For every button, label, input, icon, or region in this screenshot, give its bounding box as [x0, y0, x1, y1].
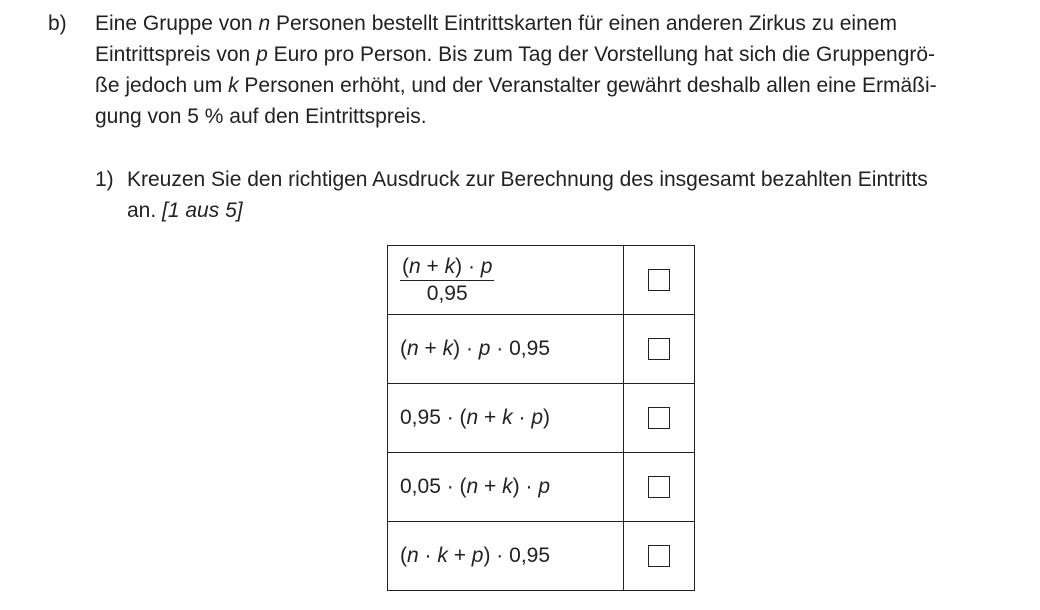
- option-4-checkbox-cell: [624, 453, 695, 522]
- task-line-1-post: Personen bestellt Eintrittskarten für einen anderen Zirkus zu einem: [270, 12, 897, 35]
- task-line-3: [95, 70, 995, 101]
- subtask-number: 1): [95, 168, 114, 191]
- option-4-expression: 0,05 · (n + k) · p: [388, 453, 624, 522]
- option-1-checkbox[interactable]: [648, 269, 670, 291]
- option-2-checkbox-cell: [624, 315, 695, 384]
- option-2-expression: (n + k) · p · 0,95: [388, 315, 624, 384]
- variable-n: n: [258, 12, 271, 35]
- subtask-instruction: [127, 164, 1007, 226]
- numerator-open: (: [402, 254, 409, 278]
- task-line-4: gung von 5 % auf den Eintrittspreis.: [95, 105, 427, 128]
- task-line-1: [95, 8, 995, 39]
- option-3-expression: 0,95 · (n + k · p): [388, 384, 624, 453]
- task-line-2-pre: Eintrittspreis von: [95, 43, 257, 66]
- numerator-var-n: n: [409, 254, 421, 278]
- answer-option-row: [388, 246, 695, 315]
- task-line-3-pre: ße jedoch um: [95, 74, 229, 97]
- task-label: b): [48, 12, 67, 35]
- task-line-3-post: Personen erhöht, und der Veranstalter gewährt deshalb allen eine Ermäßi-: [238, 74, 937, 97]
- option-3-checkbox[interactable]: [648, 407, 670, 429]
- subtask-line-1: Kreuzen Sie den richtigen Ausdruck zur Berechnung des insgesamt bezahlten Eintritts: [127, 168, 928, 191]
- fraction-denominator: 0,95: [426, 281, 468, 305]
- subtask-choice-hint: [1 aus 5]: [162, 199, 243, 222]
- option-5-checkbox-cell: [624, 522, 695, 591]
- option-1-expression: [388, 246, 624, 315]
- task-line-1-pre: Eine Gruppe von: [95, 12, 259, 35]
- task-description: [95, 8, 995, 132]
- option-4-checkbox[interactable]: [648, 476, 670, 498]
- subtask-line-2-pre: an.: [127, 199, 163, 222]
- numerator-var-p: p: [480, 254, 493, 278]
- option-2-checkbox[interactable]: [648, 338, 670, 360]
- option-1-checkbox-cell: [624, 246, 695, 315]
- option-3-checkbox-cell: [624, 384, 695, 453]
- numerator-var-k: k: [444, 254, 456, 278]
- option-5-expression: (n · k + p) · 0,95: [388, 522, 624, 591]
- subtask-line-2: [127, 195, 1007, 226]
- answer-option-row: [388, 453, 695, 522]
- answer-option-row: [388, 522, 695, 591]
- answer-option-row: [388, 384, 695, 453]
- option-5-checkbox[interactable]: [648, 545, 670, 567]
- task-line-2: [95, 39, 995, 70]
- variable-k: k: [228, 74, 239, 97]
- variable-p: p: [256, 43, 268, 66]
- fraction-numerator: (n + k) · p: [400, 255, 494, 281]
- answer-option-row: [388, 315, 695, 384]
- fraction: [400, 255, 494, 306]
- task-line-2-post: Euro pro Person. Bis zum Tag der Vorstellung hat sich die Gruppengrö-: [267, 43, 936, 66]
- answer-options-table: [387, 245, 695, 591]
